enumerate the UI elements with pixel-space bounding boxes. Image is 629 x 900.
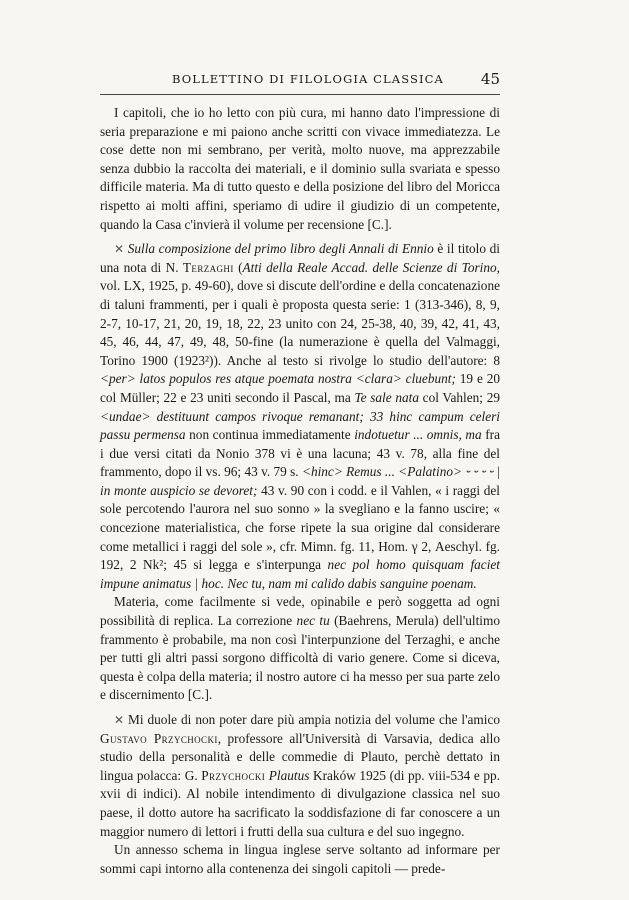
author-name: Gustavo Przychocki [100,730,218,746]
work-title: Plautus [268,767,310,783]
latin-quote: nec tu [296,613,330,629]
source-title: Atti della Reale Accad. delle Scienze di Torino [242,259,497,275]
latin-quote: Te sale nata [354,389,419,405]
paragraph-materia: Materia, come facilmente si vede, opinabile e però soggetta ad ogni possibilità di replica. La correzione nec tu (Baehrens, Merula) dell'ultimo frammento è probabile, ma non così l'interpunzione del Terzaghi, e anche per tutti gli altri passi sorgono difficoltà di vario genere. Come si diceva, questa è colpa della materia; il nostro autore ci ha messo per sua parte zelo e discernimento [C.]. [100,594,500,703]
article-title: Sulla composizione del primo libro degli Annali di Ennio [127,241,434,257]
body-text [100,104,500,878]
paragraph-przychocki: ✕ Mi duole di non poter dare più ampia notizia del volume che l'amico Gustavo Przychocki, professore all'Università di Varsavia, dedica allo studio della personalità e delle commedie di Plauto, perchè dettato in lingua polacca: G. Przychocki Plautus Kraków 1925 (di pp. viii-534 e pp. xvii di indici). Al nobile intendimento di divulgazione classica nel suo paese, il dotto autore ha sacrificato la soddisfazione di far conoscere a un maggior numero di lettori i frutti della sua cultura e del suo ingegno. [100,712,501,839]
latin-quote: nec pol homo quisquam faciet impune animatus | hoc. Nec tu, nam mi calido dabis sanguine poenam. [100,557,500,591]
cross-mark-icon: ✕ [114,713,125,727]
latin-quote: <undae> destituunt campos rivoque remanant; 33 hinc campum celeri passu permensa [100,408,500,443]
paragraph-capitoli: I capitoli, che io ho letto con più cura, mi hanno dato l'impressione di seria preparazione e mi paiono anche scritti con vivace immediatezza. Le cose dette non mi sembrano, per verità, molto nuove, ma apprezzabile senza dubbio la raccolta dei materiali, e il dominio sulla svariata e spesso difficile materia. Ma di tutto questo e della posizione del libro del Moricca rispetto ai molti affini, speriamo di udire il giudizio di un competente, quando la Casa c'invierà il volume per recensione [C.]. [100,105,500,232]
latin-quote: indotuetur ... omnis, ma [354,427,482,443]
running-title: BOLLETTINO DI FILOLOGIA CLASSICA [172,72,444,86]
page-number: 45 [480,70,500,88]
header-rule [100,94,500,95]
running-header [100,72,500,92]
paragraph-ennio: ✕ Sulla composizione del primo libro degli Annali di Ennio è il titolo di una nota di N. Terzaghi (Atti della Reale Accad. delle Scienze di Torino, vol. LX, 1925, p. 49-60), dove si discute dell'ordine e della concatenazione di taluni frammenti, per i quali è proposta questa serie: 1 (313-346), 8, 9, 2-7, 10-17, 21, 20, 19, 18, 22, 23 unito con 24, 25-38, 40, 39, 42, 41, 43, 45, 46, 44, 47, 49, 48, 50-fine (la numerazione è quella del Valmaggi, Torino 1900 (1923²)). Anche al testo si rivolge lo studio dell'autore: 8 <per> latos populos res atque poemata nostra <clara> cluebunt; 19 e 20 col Müller; 22 e 23 uniti secondo il Pascal, ma Te sale nata col Vahlen; 29 <undae> destituunt campos rivoque remanant; 33 hinc campum celeri passu permensa non continua immediatamente indotuetur ... omnis, ma fra i due versi citati da Nonio 378 vi è una lacuna; 43 v. 78, alla fine del frammento, dopo il vs. 96; 43 v. 79 s. <hinc> Remus ... <Palatino> ⏑ ⏑ ⏑ ⏑ | in monte auspicio se devoret; 43 v. 90 con i codd. e il Vahlen, « i raggi del sole percotendo l'aurora nel suo sonno » la svegliano e la fanno uscire; « concezione materialistica, che forse ripete la sua origine dal considerare come metallici i raggi del sole », cfr. Mimn. fg. 11, Hom. γ 2, Aeschyl. fg. 192, 2 Nk²; 45 si legga e s'interpunga nec pol homo quisquam faciet impune animatus | hoc. Nec tu, nam mi calido dabis sanguine poenam. [100,241,501,591]
cross-mark-icon: ✕ [114,242,125,257]
author-name: Terzaghi [182,259,234,275]
latin-quote: <per> latos populos res atque poemata nostra <clara> cluebunt; [100,371,456,387]
paragraph-schema: Un annesso schema in lingua inglese serve soltanto ad informare per sommi capi intorno alla contenenza dei singoli capitoli — prede- [100,842,500,876]
author-name: Przychocki [201,767,266,783]
latin-quote: <hinc> Remus ... <Palatino> ⏑ ⏑ ⏑ ⏑ | in monte auspicio se devoret; [100,464,500,498]
